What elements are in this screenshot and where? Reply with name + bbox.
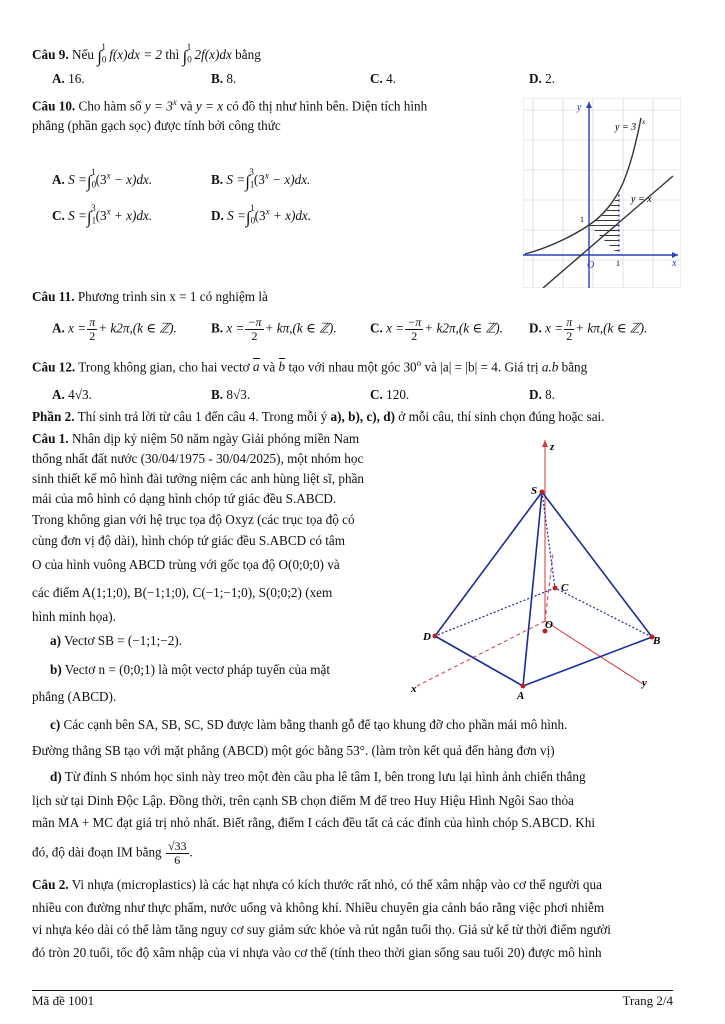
q10-text-2: có đồ thị như hình bên. Diện tích hình	[226, 98, 428, 114]
option-body: (3	[254, 208, 266, 223]
point-D	[433, 634, 438, 639]
q11-text: Phương trình sin x = 1 có nghiệm là	[77, 289, 268, 304]
item-text: Từ đỉnh S nhóm học sinh này treo một đèn cầu pha lê tâm I, bên trong lưu lại hình ảnh chiến thắng	[64, 769, 586, 784]
answer-den: 6	[174, 853, 181, 867]
graph-origin: O	[587, 260, 595, 271]
integral-sign-2: ∫	[182, 47, 188, 66]
label-C: C	[561, 582, 569, 594]
p2q1-item-d-line4: đó, độ dài đoạn IM bằng $\frac{√33}{6}$ .	[32, 839, 193, 867]
part2-label: Phần 2.	[32, 409, 75, 424]
p2q1-line-6: O của hình vuông ABCD trùng với gốc tọa độ O(0;0;0) và	[32, 557, 340, 572]
q11-option-a[interactable]	[52, 316, 177, 343]
option-key: C.	[52, 208, 65, 223]
q10-label: Câu 10.	[32, 98, 76, 114]
q10-graph	[523, 98, 681, 288]
option-rest: − x)dx.	[268, 172, 311, 187]
footer-page: Trang 2/4	[622, 993, 673, 1008]
p2q1-text: Nhân dịp kỷ niệm 50 năm ngày Giải phóng miền Nam	[71, 431, 360, 446]
graph-axis-x: x	[672, 258, 677, 269]
option-key: A.	[52, 172, 65, 187]
edge-SB	[542, 492, 652, 637]
p2q1-item-c[interactable]	[50, 716, 567, 734]
option-key: C.	[370, 71, 383, 86]
q9-option-c[interactable]	[370, 70, 396, 88]
option-den: 2	[411, 329, 418, 343]
q10-func-lin: y = x	[195, 98, 224, 114]
edge-SD	[435, 492, 542, 636]
option-value: 2.	[545, 71, 556, 86]
q10-option-b[interactable]: B. $S =\int_1^3(3^x - x)dx$.	[211, 167, 311, 191]
option-key: D.	[529, 320, 542, 336]
option-post: + kπ,(k ∈ ℤ).	[575, 320, 648, 336]
option-rest: + x)dx.	[269, 208, 312, 223]
q11-option-d[interactable]	[529, 316, 647, 343]
option-key: A.	[52, 71, 65, 86]
p2q1-line-2: sinh thiết kế mô hình đài tưởng niệm các anh hùng liệt sĩ, phần	[32, 471, 365, 486]
option-post: + k2π,(k ∈ ℤ).	[424, 320, 503, 336]
part2-heading	[32, 408, 605, 426]
label-y: y	[642, 677, 647, 689]
q11-label: Câu 11.	[32, 289, 75, 304]
part2-text-b: ở mỗi câu, thí sinh chọn đúng hoặc sai.	[398, 409, 605, 424]
option-key: A.	[52, 320, 65, 336]
option-value: 8.	[226, 71, 237, 86]
option-lower: 1	[91, 215, 97, 226]
q9-option-d[interactable]	[529, 70, 555, 88]
label-D: D	[423, 631, 431, 643]
p2q1-item-c-line2: Đường thẳng SB tạo với mặt phẳng (ABCD) một góc bằng 53°. (làm tròn kết quả đến hàng đơn vị)	[32, 743, 555, 758]
q9-eq-a: f(x)dx = 2	[109, 47, 163, 62]
option-body: (3	[253, 172, 265, 187]
p2q1-item-a[interactable]	[50, 632, 182, 650]
p2q1-line-5: cùng đơn vị độ dài), hình chóp tứ giác đều S.ABCD có tâm	[32, 533, 345, 548]
p2q2-line-1: nhiều con đường như thực phẩm, nước uống và không khí. Nhiều chuyên gia cảnh báo rằng việc phơi nhiễm	[32, 900, 605, 915]
option-rest: − x)dx.	[110, 172, 153, 187]
q9-label: Câu 9.	[32, 47, 69, 62]
p2q1-line-4: Trong không gian với hệ trục tọa độ Oxyz (các trục tọa độ có	[32, 512, 355, 527]
point-C	[553, 586, 558, 591]
option-num: π	[89, 315, 96, 329]
pyramid-figure	[405, 436, 675, 701]
answer-num: √33	[167, 839, 187, 853]
q12-text-e: bằng	[561, 359, 588, 375]
q9-stem	[32, 38, 261, 69]
p2q1-line-0	[32, 430, 359, 448]
q11-option-b[interactable]	[211, 316, 337, 343]
p2q1-item-d[interactable]	[50, 768, 586, 786]
q9-upper: 1	[101, 42, 106, 52]
option-upper: 1	[250, 203, 255, 213]
q12-vector-b: b	[278, 359, 286, 375]
label-B: B	[653, 635, 661, 647]
option-den: 2	[251, 329, 258, 343]
edge-AB	[523, 637, 652, 686]
point-S	[540, 490, 545, 495]
edge-DA	[435, 636, 523, 686]
item-key: a)	[50, 633, 61, 648]
option-key: A.	[52, 387, 65, 402]
p2q1-line-1: thống nhất đất nước (30/04/1975 - 30/04/2025), một nhóm học	[32, 451, 364, 466]
q10-stem-line2: phẳng (phần gạch sọc) được tính bởi công thức	[32, 118, 281, 133]
q12-vector-a: a	[252, 359, 260, 375]
graph-label-lin: y = x	[631, 194, 652, 205]
q10-option-c[interactable]: C. $S =\int_1^3(3^x + x)dx$.	[52, 203, 153, 227]
option-key: C.	[370, 320, 383, 336]
option-key: B.	[211, 172, 224, 187]
label-O: O	[545, 619, 553, 631]
p2q1-label: Câu 1.	[32, 431, 69, 446]
p2q1-line-3: mái của mô hình có dạng hình chóp tứ giác đều S.ABCD.	[32, 491, 337, 506]
q9-upper-2: 1	[186, 42, 192, 52]
point-A	[521, 684, 526, 689]
q12-option-a[interactable]	[52, 386, 92, 404]
label-S: S	[531, 485, 538, 497]
option-value: 4.	[386, 71, 397, 86]
option-value: 8√3.	[226, 387, 251, 402]
option-pre: x =	[386, 320, 405, 336]
option-lhs: S =	[227, 208, 246, 223]
edge-BC	[555, 588, 652, 637]
q10-and: và	[180, 98, 193, 114]
option-value: 4√3.	[68, 387, 92, 402]
option-upper: 1	[91, 167, 96, 177]
label-x: x	[411, 683, 417, 695]
option-lower: 0	[91, 179, 97, 190]
option-key: B.	[211, 320, 224, 336]
option-pre: x =	[68, 320, 87, 336]
p2q2-line-3: đó tròn 20 tuổi, tốc độ xâm nhập của vi nhựa vào cơ thể (tính theo thời gian sống sau tuổi 20) được mô hình	[32, 945, 602, 960]
p2q1-item-b[interactable]	[50, 661, 330, 679]
option-value: 8.	[545, 387, 556, 402]
option-key: C.	[370, 387, 383, 402]
option-key: D.	[211, 208, 224, 223]
option-key: D.	[529, 71, 542, 86]
y-axis-3d	[545, 621, 643, 684]
item-key: d)	[50, 769, 62, 784]
item-text: Vectơ SB = (−1;1;−2).	[64, 633, 182, 648]
q10-option-d[interactable]: D. $S =\int_0^1(3^x + x)dx$.	[211, 203, 312, 227]
graph-tick-x1: 1	[616, 259, 620, 268]
p2q2-label: Câu 2.	[32, 877, 69, 892]
option-key: B.	[211, 387, 224, 402]
p2q2-line-2: vi nhựa kéo dài có thể làm tăng nguy cơ suy giảm sức khỏe và rút ngắn tuổi thọ. Giả sử kể từ thời điểm người	[32, 922, 611, 937]
option-num: −π	[247, 315, 262, 329]
option-lhs: S =	[68, 172, 87, 187]
item-key: b)	[50, 662, 62, 677]
option-value: 120.	[386, 387, 410, 402]
q12-label: Câu 12.	[32, 359, 76, 375]
option-den: 2	[566, 329, 573, 343]
q12-and: và	[262, 359, 276, 375]
edge-SA	[523, 492, 542, 686]
option-rest: + x)dx.	[110, 208, 153, 223]
p2q1-line-7: các điểm A(1;1;0), B(−1;1;0), C(−1;−1;0), S(0;0;2) (xem	[32, 585, 333, 600]
option-body: (3	[95, 208, 107, 223]
option-num: π	[566, 315, 573, 329]
q10-option-a[interactable]: A. $S =\int_0^1(3^x - x)dx$.	[52, 167, 153, 191]
item-text: đó, độ dài đoạn IM bằng	[32, 844, 162, 860]
option-pre: x =	[545, 320, 564, 336]
q12-option-b[interactable]	[211, 386, 250, 404]
option-key: D.	[529, 387, 542, 402]
q12-dot-product: a.b	[541, 359, 559, 375]
q12-text-b: tạo với nhau một góc 30	[288, 359, 417, 375]
q10-func-exp: y = 3	[144, 98, 173, 114]
option-post: + kπ,(k ∈ ℤ).	[264, 320, 337, 336]
q12-option-d[interactable]	[529, 386, 555, 404]
part2-text-a: Thí sinh trả lời từ câu 1 đến câu 4. Trong mỗi ý	[77, 409, 328, 424]
p2q1-item-b-line2: phẳng (ABCD).	[32, 689, 117, 704]
q9-option-a[interactable]	[52, 70, 85, 88]
q12-stem: Câu 12. Trong không gian, cho hai vectơ a và b tạo với nhau một góc 30$^o$ và |a| = |b| = 4. Giá trị a.b bằng	[32, 358, 588, 375]
option-lower: 1	[249, 179, 255, 190]
q9-lower: 0	[101, 54, 107, 65]
q10-stem-line1: Câu 10. Cho hàm số $y = 3^x$ và y = x có đồ thị như hình bên. Diện tích hình	[32, 97, 428, 114]
option-pre: x =	[226, 320, 245, 336]
q10-text: Cho hàm số	[78, 98, 142, 114]
option-den: 2	[89, 329, 96, 343]
q9-text-c: bằng	[235, 47, 261, 62]
option-upper: 3	[249, 167, 254, 177]
q9-text-b: thì	[165, 47, 180, 62]
q9-eq-b: 2f(x)dx	[194, 47, 232, 62]
option-value: 16.	[68, 71, 85, 86]
q9-text-a: Nếu	[71, 47, 94, 62]
option-upper: 3	[91, 203, 96, 213]
item-text: Các cạnh bên SA, SB, SC, SD được làm bằng thanh gỗ để tạo khung đỡ cho phần mái mô hình.	[63, 717, 568, 732]
option-key: B.	[211, 71, 224, 86]
q9-option-b[interactable]	[211, 70, 236, 88]
label-A: A	[517, 690, 525, 701]
q11-stem	[32, 288, 268, 306]
p2q1-line-8: hình minh họa).	[32, 609, 116, 624]
q11-option-c[interactable]	[370, 316, 503, 343]
q12-text-c: và |a| = |b| = 4. Giá trị	[424, 359, 539, 375]
p2q2-line-0	[32, 876, 602, 894]
item-text: Vectơ n = (0;0;1) là một vectơ pháp tuyến của mặt	[64, 662, 331, 677]
p2q1-item-d-line3: mãn MA + MC đạt giá trị nhỏ nhất. Biết rằng, điểm I cách đều tất cả các đỉnh của hình chóp S.ABCD. Khi	[32, 815, 596, 830]
page-footer	[32, 990, 673, 1008]
option-post: + k2π,(k ∈ ℤ).	[98, 320, 177, 336]
option-body: (3	[95, 172, 107, 187]
option-lower: 0	[250, 215, 256, 226]
graph-axis-y: y	[577, 102, 582, 113]
option-lhs: S =	[226, 172, 246, 187]
part2-items: a), b), c), d)	[330, 409, 395, 424]
option-lhs: S =	[68, 208, 87, 223]
graph-label-exp: y = 3	[615, 122, 637, 133]
integral-sign: ∫	[97, 47, 102, 66]
p2q2-text: Vi nhựa (microplastics) là các hạt nhựa có kích thước rất nhỏ, có thể xâm nhập vào cơ thể người qua	[71, 877, 602, 892]
q12-option-c[interactable]	[370, 386, 409, 404]
svg-text:x: x	[642, 118, 646, 126]
item-key: c)	[50, 717, 61, 732]
p2q1-item-d-line2: lịch sử tại Dinh Độc Lập. Đồng thời, trên cạnh SB chọn điểm M để treo Huy Hiệu Hình Ngôi Sao thỏa	[32, 793, 574, 808]
q9-lower-2: 0	[187, 54, 192, 65]
footer-code: Mã đề 1001	[32, 993, 95, 1008]
graph-tick-y1: 1	[580, 215, 584, 224]
option-num: −π	[407, 315, 422, 329]
q12-text-a: Trong không gian, cho hai vectơ	[78, 359, 250, 375]
label-z: z	[550, 441, 555, 453]
